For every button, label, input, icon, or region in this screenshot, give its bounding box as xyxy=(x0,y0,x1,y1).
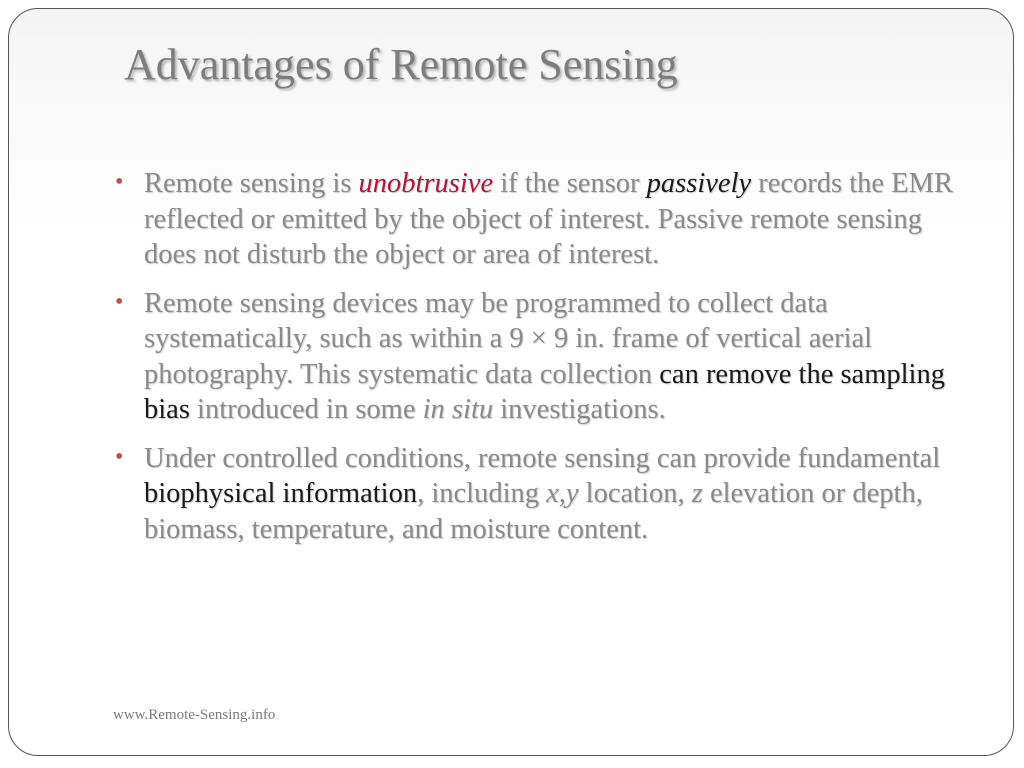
bullet-text: records the EMR reflected or emitted by the object of interest. Passive remote sensing does not disturb the object or area of interest. xyxy=(144,168,953,270)
footer-url: www.Remote-Sensing.info xyxy=(113,707,276,723)
emphasis-xy: x,y xyxy=(546,478,579,509)
emphasis-z: z xyxy=(691,478,703,509)
emphasis-biophysical: biophysical information xyxy=(144,478,418,509)
bullet-icon: • xyxy=(115,288,124,315)
emphasis-in-situ: in situ xyxy=(422,394,494,425)
bullet-text: investigations. xyxy=(493,394,666,425)
emphasis-passively: passively xyxy=(646,168,752,199)
bullet-text: introduced in some xyxy=(189,394,423,425)
bullet-item-biophysical xyxy=(112,441,962,548)
bullet-text: location, xyxy=(578,478,692,509)
bullet-text: if the sensor xyxy=(493,168,647,199)
bullet-text: Remote sensing devices may be programmed to collect data systematically, such as within a 9 × 9 in. frame of vertical aerial photography. This systematic data collection xyxy=(144,287,873,390)
bullet-item-systematic xyxy=(112,286,962,428)
bullet-icon: • xyxy=(115,169,124,195)
bullet-text: , including xyxy=(417,478,547,509)
emphasis-sampling-bias: can remove the sampling bias xyxy=(144,358,945,425)
slide-title: Advantages of Remote Sensing xyxy=(124,40,678,89)
bullet-text: elevation or depth, biomass, temperature, and moisture content. xyxy=(144,478,923,545)
bullet-icon: • xyxy=(115,443,124,470)
bullet-list xyxy=(112,166,962,560)
bullet-text: Remote sensing is xyxy=(144,168,359,199)
bullet-text: Under controlled conditions, remote sensing can provide fundamental xyxy=(144,442,941,474)
emphasis-unobtrusive: unobtrusive xyxy=(358,168,494,199)
bullet-item-unobtrusive xyxy=(112,166,962,273)
